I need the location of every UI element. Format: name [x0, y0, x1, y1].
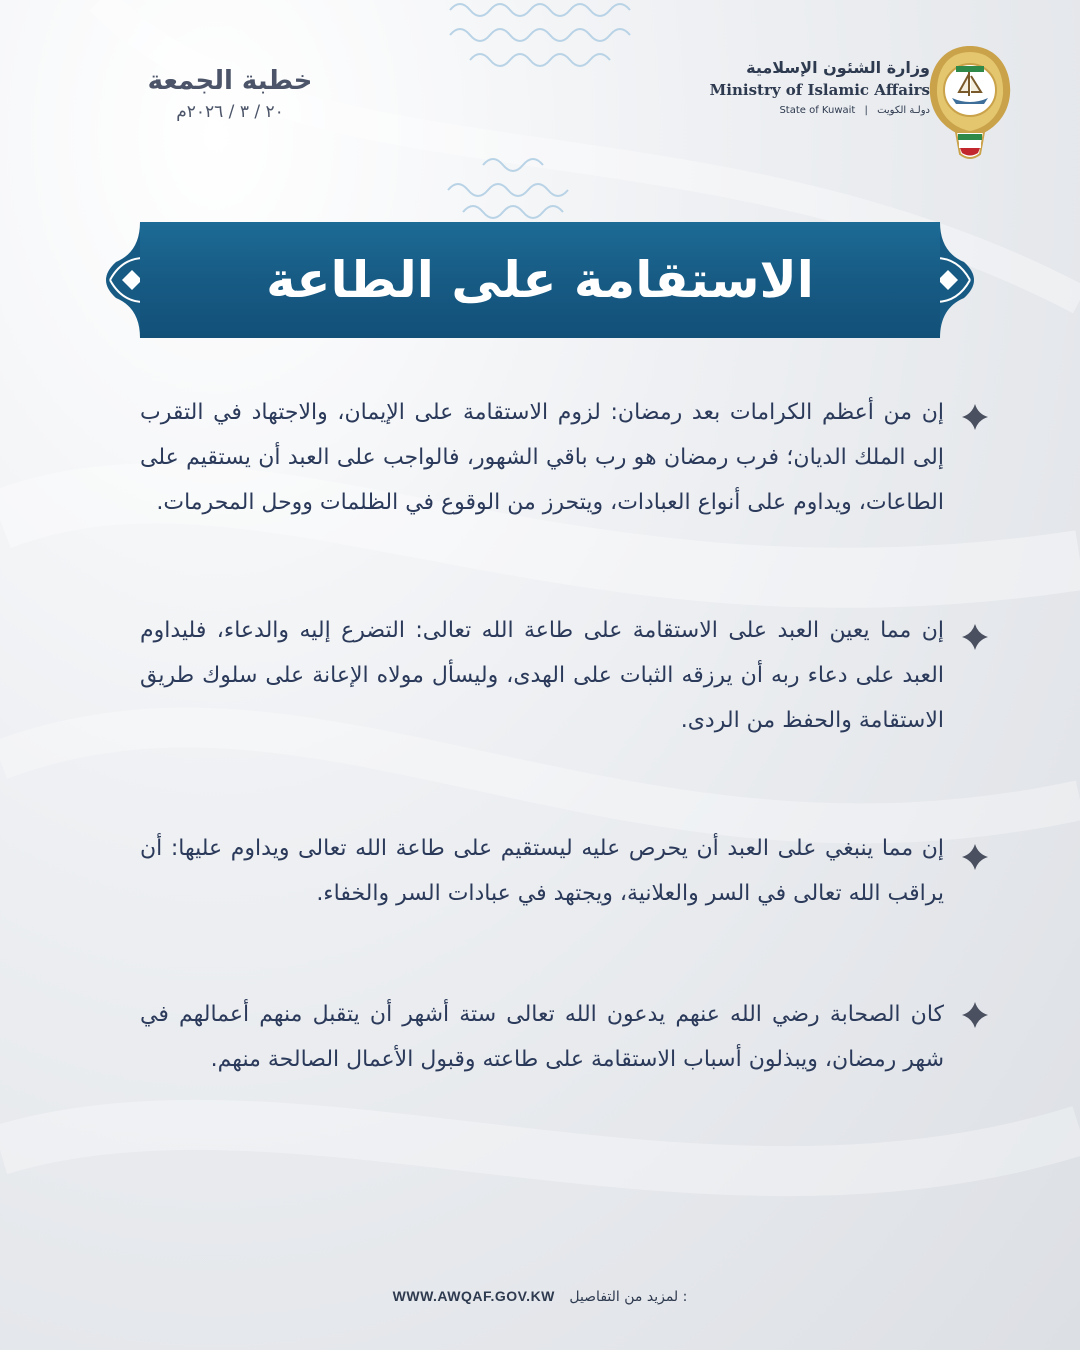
bullet-diamond-icon: [960, 842, 990, 872]
motif-middle-icon: [438, 150, 588, 220]
paragraph-2: إن مما يعين العبد على الاستقامة على طاعة الله تعالى: التضرع إليه والدعاء، فليداوم العبد على دعاء ربه أن يرزقه الثبات على الهدى، وليسأل مولاه الإعانة على سلوك طريق الاستقامة والحفظ من الردى.: [140, 618, 944, 733]
motif-top-icon: [440, 0, 640, 70]
khutba-title: خطبة الجمعة: [147, 66, 313, 96]
ministry-name-ar: وزارة الشئون الإسلامية: [746, 58, 930, 77]
paragraph-1: إن من أعظم الكرامات بعد رمضان: لزوم الاستقامة على الإيمان، والاجتهاد في التقرب إلى الملك الديان؛ فرب رمضان هو رب باقي الشهور، فالواجب على العبد أن يستقيم على الطاعات، ويداوم على أنواع العبادات، ويتحرز من الوقوع في الظلمات ووحل المحرمات.: [140, 400, 944, 515]
state-line: [710, 105, 930, 116]
more-details-label: لمزيد من التفاصيل :: [569, 1289, 688, 1305]
footer: [0, 1288, 1080, 1305]
title-banner: [140, 222, 940, 338]
state-name-ar: دولـة الكويت: [877, 105, 930, 116]
khutba-date: ٢٠ / ٣ / ٢٠٢٦م: [176, 102, 284, 122]
khutba-header: [140, 66, 320, 122]
bullet-diamond-icon: [960, 402, 990, 432]
website-link[interactable]: WWW.AWQAF.GOV.KW: [392, 1288, 555, 1304]
page-title: الاستقامة على الطاعة: [266, 251, 814, 309]
state-name-en: State of Kuwait: [779, 105, 856, 116]
paragraph-3: إن مما ينبغي على العبد أن يحرص عليه ليستقيم على طاعة الله تعالى ويداوم عليها: أن يراقب الله تعالى في السر والعلانية، ويجتهد في عبادات السر والخفاء.: [140, 836, 944, 906]
kuwait-emblem-icon: [922, 42, 1018, 162]
bullet-diamond-icon: [960, 622, 990, 652]
ministry-name-en: Ministry of Islamic Affairs: [709, 81, 930, 99]
paragraph-4: كان الصحابة رضي الله عنهم يدعون الله تعالى ستة أشهر أن يتقبل منهم أعمالهم في شهر رمضان، ويبذلون أسباب الاستقامة على طاعته وقبول الأعمال الصالحة منهم.: [140, 1002, 944, 1072]
bullet-diamond-icon: [960, 1000, 990, 1030]
ministry-header: [710, 58, 930, 116]
state-separator: |: [864, 105, 868, 116]
